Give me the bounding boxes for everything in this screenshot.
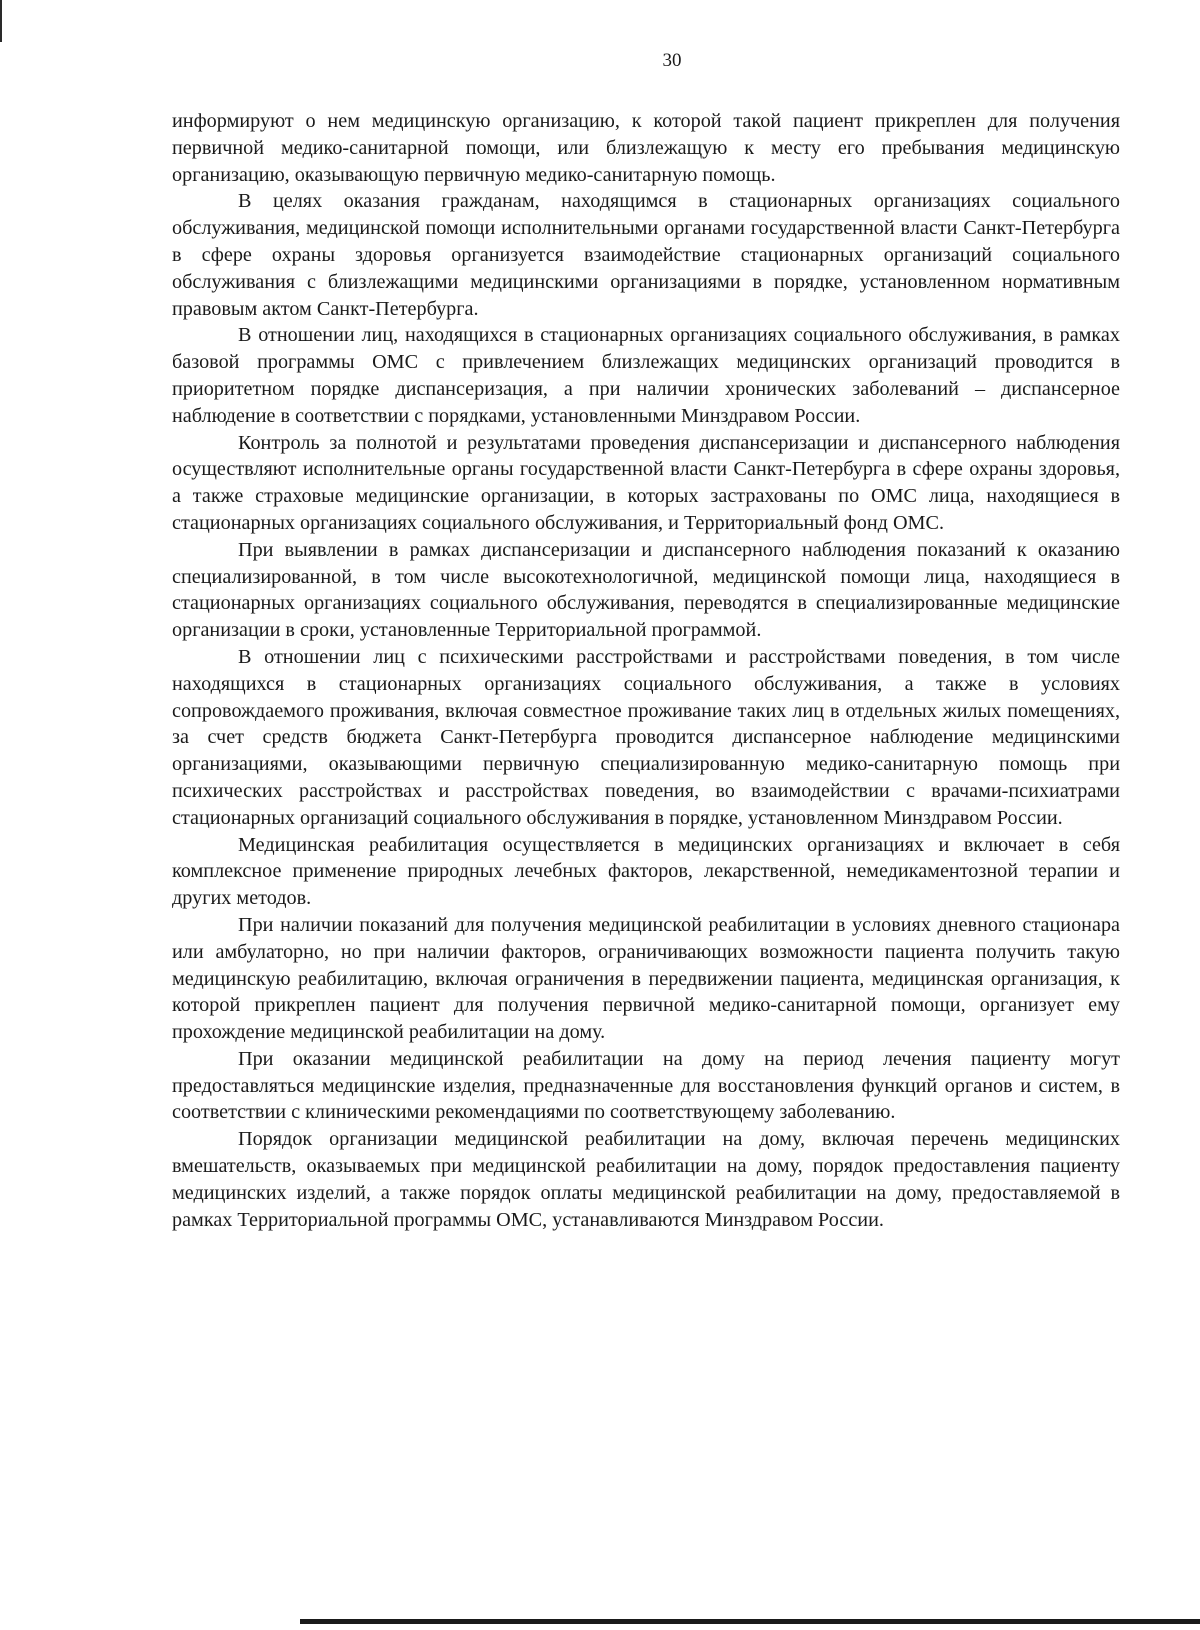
paragraph-9: При оказании медицинской реабилитации на дому на период лечения пациенту могут предоставляться медицинские изделия, предназначенные для восстановления функций органов и систем, в соответствии с клиническими рекомендациями по соответствующему заболеванию.: [172, 1047, 1120, 1124]
paragraph-2: В целях оказания гражданам, находящимся в стационарных организациях социального обслуживания, медицинской помощи исполнительными органами государственной власти Санкт-Петербурга в сфере охраны здоровья организуется взаимодействие стационарных организаций социального обслуживания с близлежащими медицинскими организациями в порядке, установленном нормативным правовым актом Санкт-Петербурга.: [172, 190, 1120, 320]
paragraph-6: В отношении лиц с психическими расстройствами и расстройствами поведения, в том числе находящихся в стационарных организациях социального обслуживания, а также в условиях сопровождаемого проживания, включая совместное проживание таких лиц в отдельных жилых помещениях, за счет средств бюджета Санкт-Петербурга проводится диспансерное наблюдение медицинскими организациями, оказывающими первичную специализированную медико-санитарную помощь при психических расстройствах и расстройствах поведения, во взаимодействии с врачами-психиатрами стационарных организаций социального обслуживания в порядке, установленном Минздравом России.: [172, 645, 1120, 829]
document-body: [172, 108, 1120, 1233]
paragraph-4: Контроль за полнотой и результатами проведения диспансеризации и диспансерного наблюдения осуществляют исполнительные органы государственной власти Санкт-Петербурга в сфере охраны здоровья, а также страховые медицинские организации, в которых застрахованы по ОМС лица, находящиеся в стационарных организациях социального обслуживания, и Территориальный фонд ОМС.: [172, 431, 1120, 534]
paragraph-8: При наличии показаний для получения медицинской реабилитации в условиях дневного стационара или амбулаторно, но при наличии факторов, ограничивающих возможности пациента получить такую медицинскую реабилитацию, включая ограничения в передвижении пациента, медицинская организация, к которой прикреплен пациент для получения первичной медико-санитарной помощи, организует ему прохождение медицинской реабилитации на дому.: [172, 913, 1120, 1044]
paragraph-5: При выявлении в рамках диспансеризации и диспансерного наблюдения показаний к оказанию специализированной, в том числе высокотехнологичной, медицинской помощи лица, находящиеся в стационарных организациях социального обслуживания, переводятся в специализированные медицинские организации в сроки, установленные Территориальной программой.: [172, 538, 1120, 642]
paragraph-10: Порядок организации медицинской реабилитации на дому, включая перечень медицинских вмешательств, оказываемых при медицинской реабилитации на дому, порядок предоставления пациенту медицинских изделий, а также порядок оплаты медицинской реабилитации на дому, предоставляемой в рамках Территориальной программы ОМС, устанавливаются Минздравом России.: [172, 1128, 1120, 1231]
scan-edge-mark: [0, 0, 2, 42]
paragraph-3: В отношении лиц, находящихся в стационарных организациях социального обслуживания, в рамках базовой программы ОМС с привлечением близлежащих медицинских организаций проводится в приоритетном порядке диспансеризация, а при наличии хронических заболеваний – диспансерное наблюдение в соответствии с порядками, установленными Минздравом России.: [172, 324, 1120, 427]
paragraph-7: Медицинская реабилитация осуществляется в медицинских организациях и включает в себя комплексное применение природных лечебных факторов, лекарственной, немедикаментозной терапии и других методов.: [172, 833, 1120, 910]
page-number: 30: [662, 50, 682, 71]
paragraph-1: информируют о нем медицинскую организацию, к которой такой пациент прикреплен для получения первичной медико-санитарной помощи, или близлежащую к месту его пребывания медицинскую организацию, оказывающую первичную медико-санитарную помощь.: [172, 110, 1120, 186]
scan-edge-bottom-mark: [300, 1619, 1200, 1624]
